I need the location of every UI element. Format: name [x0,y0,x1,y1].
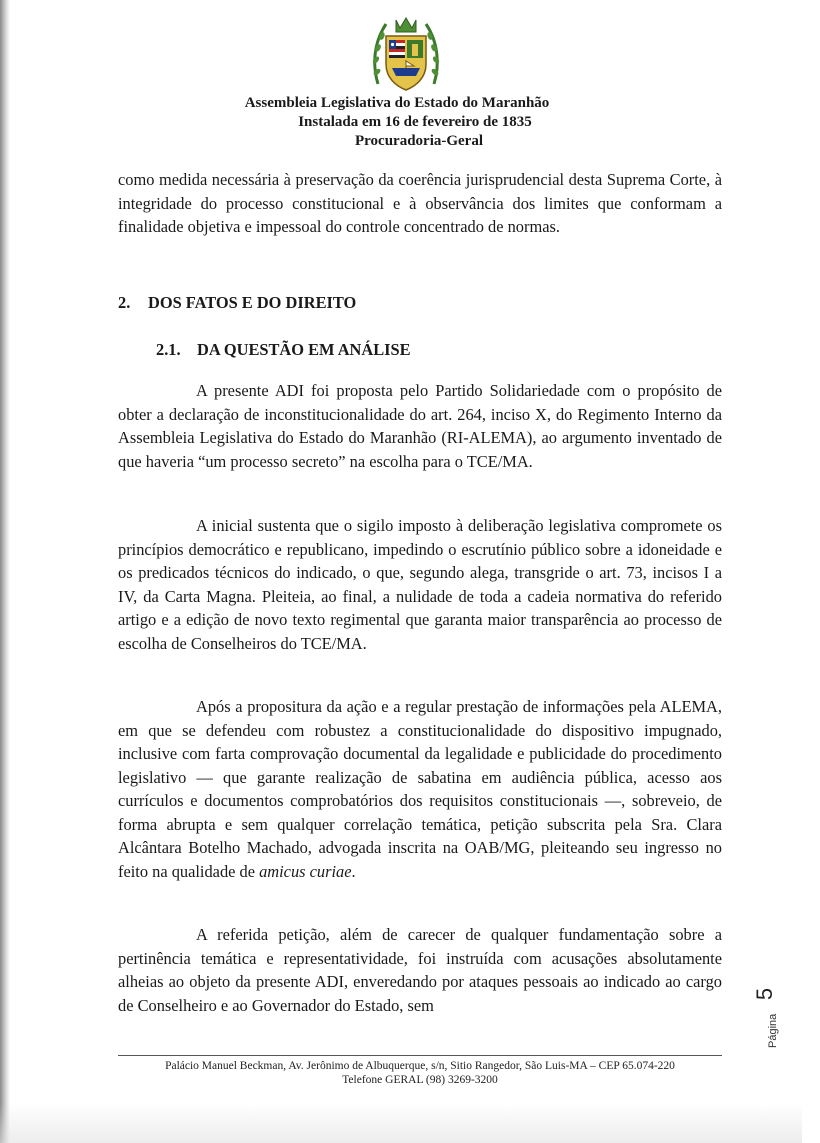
paragraph-4: A referida petição, além de carecer de qualquer fundamentação sobre a pertinência temática e representatividade, foi instruída com acusações absolutamente alheias ao objeto da presente ADI, enveredando por ataques pessoais ao indicado ao cargo de Conselheiro e ao Governador do Estado, sem [118,925,722,1015]
header-institution-name: Assembleia Legislativa do Estado do Maranhão [244,95,550,111]
page-number: 5 [752,987,777,1001]
page-bottom-shade [0,1103,802,1143]
paragraph-3-text: Após a propositura da ação e a regular prestação de informações pela ALEMA, em que se defendeu com robustez a constitucionalidade do dispositivo impugnado, inclusive com farta comprovação documental da legalidade e publicidade do procedimento legislativo — que garante realização de sabatina em audiência pública, acesso aos currículos e documentos comprobatórios dos requisitos constitucionais —, sobreveio, de forma abrupta e sem qualquer correlação temática, petição subscrita pela Sra. Clara Alcântara Botelho Machado, advogada inscrita na OAB/MG, pleiteando seu ingresso no feito na qualidade de [118,697,722,881]
page-number-label [752,987,786,1050]
paragraph-2: A inicial sustenta que o sigilo imposto à deliberação legislativa compromete os princípios democrático e republicano, impedindo o escrutínio público sobre a idoneidade e os predicados técnicos do indicado, o que, segundo alega, transgride o art. 73, incisos I a IV, da Carta Magna. Pleiteia, ao final, a nulidade de toda a cadeia normativa do referido artigo e a edição de novo texto regimental que garanta maior transparência ao processo de escolha de Conselheiros do TCE/MA. [118,516,722,653]
page-edge-shadow [0,0,10,1143]
coat-of-arms-seal [370,14,442,94]
footer-divider [118,1055,722,1056]
page-word: Página [767,1013,779,1048]
section-title: DOS FATOS E DO DIREITO [148,293,357,312]
footer-phone: Telefone GERAL (98) 3269-3200 [342,1074,498,1086]
intro-paragraph: como medida necessária à preservação da coerência jurisprudencial desta Suprema Corte, à integridade do processo constitucional e à observância dos limites que conformam a finalidade objetiva e impessoal do controle concentrado de normas. [118,170,722,236]
section-number: 2. [118,293,131,312]
paragraph-3-italic-term: amicus curiae [259,861,352,881]
subsection-title: DA QUESTÃO EM ANÁLISE [197,340,411,359]
header-founding-date: Instalada em 16 de fevereiro de 1835 [298,114,532,130]
footer-address: Palácio Manuel Beckman, Av. Jerônimo de Albuquerque, s/n, Sitio Rangedor, São Luis-MA – CEP 65.074-220 [165,1060,675,1072]
header-department: Procuradoria-Geral [354,133,484,149]
paragraph-3 [118,695,722,883]
subsection-number: 2.1. [156,340,181,359]
paragraph-3-end: . [351,861,356,881]
paragraph-1: A presente ADI foi proposta pelo Partido Solidariedade com o propósito de obter a declaração de inconstitucionalidade do art. 264, inciso X, do Regimento Interno da Assembleia Legislativa do Estado do Maranhão (RI-ALEMA), ao argumento inventado de que haveria “um processo secreto” na escolha para o TCE/MA. [118,381,722,471]
